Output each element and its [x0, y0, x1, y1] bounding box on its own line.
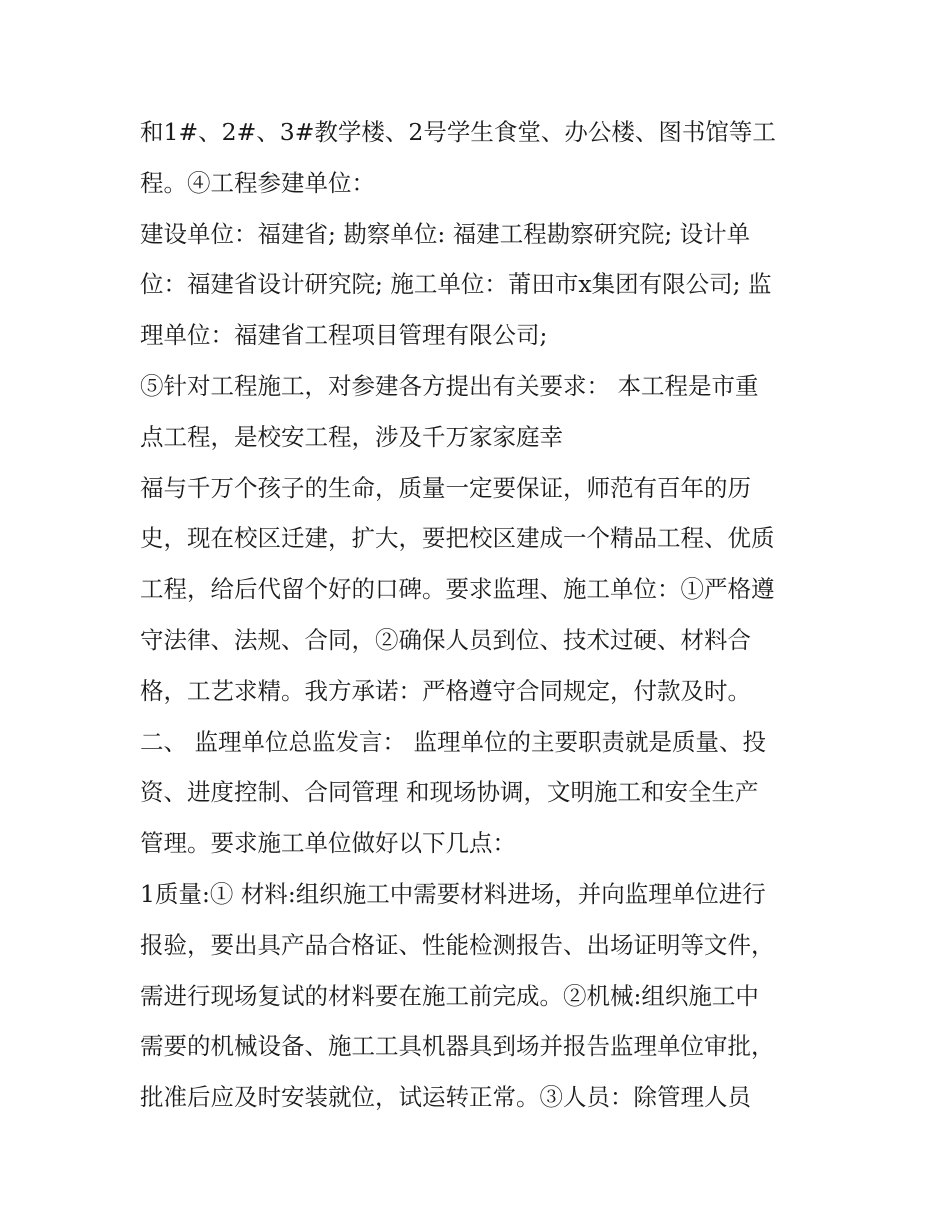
document-body [140, 107, 820, 1123]
text-line: ⑤针对工程施工，对参建各方提出有关要求： 本工程是市重 [140, 371, 759, 400]
text-line: 二、 监理单位总监发言： 监理单位的主要职责就是质量、投 [140, 727, 766, 756]
text-line: 1质量:① 材料:组织施工中需要材料进场，并向监理单位进行 [140, 879, 766, 908]
text-line: 守法律、法规、合同，②确保人员到位、技术过硬、材料合 [140, 625, 751, 654]
text-line: 福与千万个孩子的生命，质量一定要保证，师范有百年的历 [140, 473, 751, 502]
text-line: 建设单位：福建省; 勘察单位: 福建工程勘察研究院; 设计单 [140, 219, 751, 248]
text-line: 报验，要出具产品合格证、性能检测报告、出场证明等文件， [140, 930, 775, 959]
text-line: 点工程，是校安工程，涉及千万家家庭幸 [140, 422, 563, 451]
text-line: 资、进度控制、合同管理 和现场协调，文明施工和安全生产 [140, 778, 759, 807]
text-line: 需要的机械设备、施工工具机器具到场并报告监理单位审批， [140, 1032, 775, 1061]
text-line: 位：福建省设计研究院; 施工单位：莆田市x集团有限公司; 监 [140, 270, 772, 299]
text-line: 工程，给后代留个好的口碑。要求监理、施工单位：①严格遵 [140, 575, 775, 604]
text-line: 程。④工程参建单位： [140, 168, 375, 197]
text-line: 需进行现场复试的材料要在施工前完成。②机械:组织施工中 [140, 981, 759, 1010]
text-line: 史，现在校区迁建，扩大，要把校区建成一个精品工程、优质 [140, 524, 775, 553]
text-line: 理单位：福建省工程项目管理有限公司; [140, 321, 548, 350]
text-line: 和1#、2#、3#教学楼、2号学生食堂、办公楼、图书馆等工 [140, 118, 776, 146]
text-line: 格，工艺求精。我方承诺：严格遵守合同规定，付款及时。 [140, 676, 751, 705]
text-line: 批准后应及时安装就位，试运转正常。③人员：除管理人员 [140, 1083, 751, 1112]
text-line: 管理。要求施工单位做好以下几点： [140, 829, 516, 858]
